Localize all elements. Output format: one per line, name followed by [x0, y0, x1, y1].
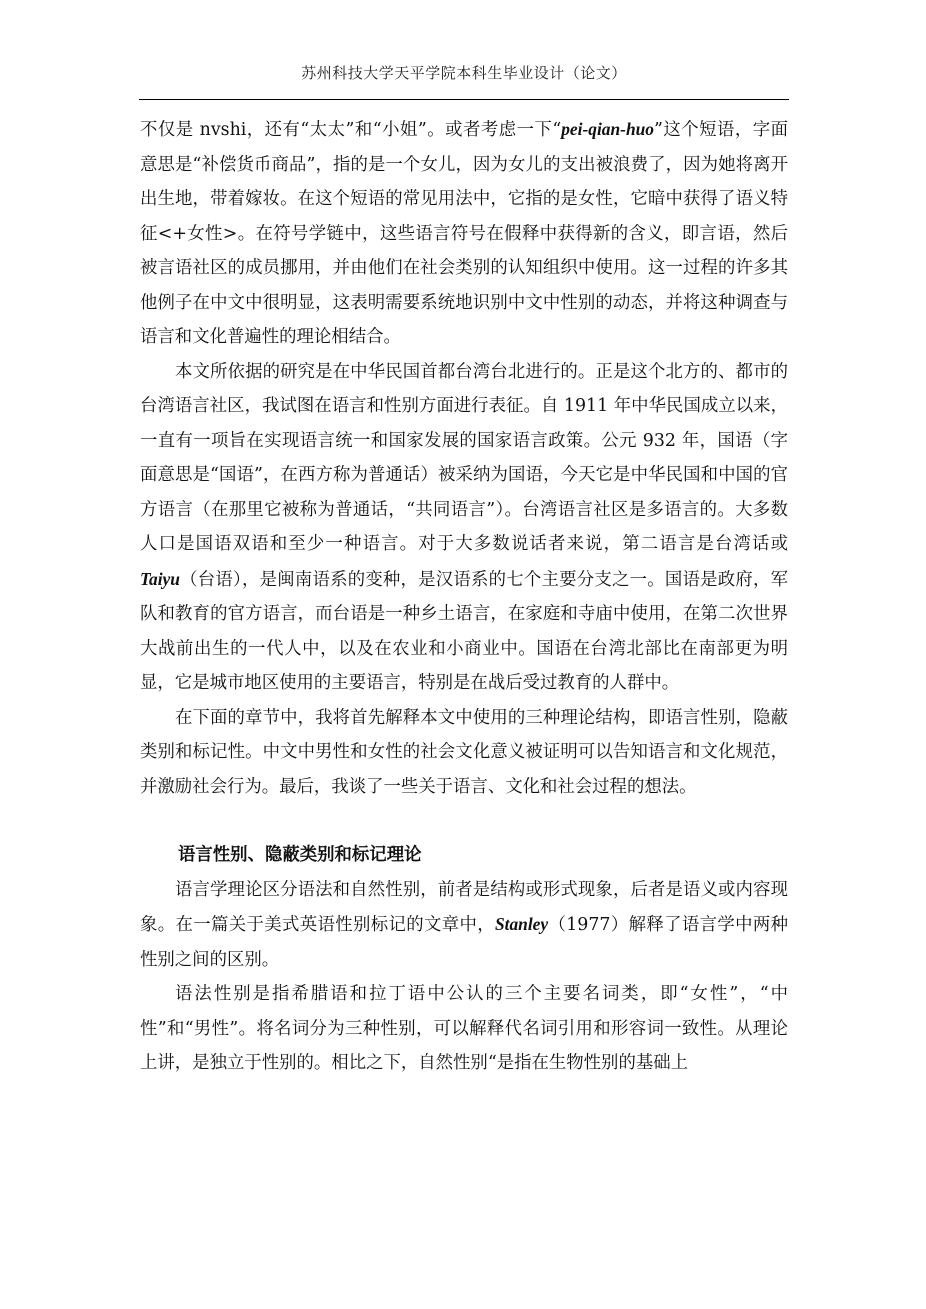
- paragraph-5: 语法性别是指希腊语和拉丁语中公认的三个主要名词类，即“女性”，“中性”和“男性”。将名词分为三种性别，可以解释代名词引用和形容词一致性。从理论上讲，是独立于性别的。相比之下，自然性别“是指在生物性别的基础上: [140, 984, 788, 1073]
- term-pei-qian-huo: pei-qian-huo: [561, 119, 654, 139]
- paragraph-1-text-b: ”这个短语，字面意思是“补偿货币商品”，指的是一个女儿，因为女儿的支出被浪费了，因为她将离开出生地，带着嫁妆。在这个短语的常见用法中，它指的是女性，它暗中获得了语义特征<+女性>。在符号学链中，这些语言符号在假释中获得新的含义，即言语，然后被言语社区的成员挪用，并由他们在社会类别的认知组织中使用。这一过程的许多其他例子在中文中很明显，这表明需要系统地识别中文中性别的动态，并将这种调查与语言和文化普遍性的理论相结合。: [140, 120, 788, 347]
- paragraph-4-text-a: 语言学理论区分语法和自然性别，前者是结构或形式现象，后者是语义或内容现象。在一篇关于美式英语性别标记的文章中，: [140, 879, 788, 935]
- paragraph-2-text-a: 本文所依据的研究是在中华民国首都台湾台北进行的。正是这个北方的、都市的台湾语言社区，我试图在语言和性别方面进行表征。自 1911 年中华民国成立以来，一直有一项旨在实现语言统一和国家发展的国家语言政策。公元 932 年，国语（字面意思是“国语”，在西方称为普通话）被采纳为国语，今天它是中华民国和中国的官方语言（在那里它被称为普通话，“共同语言”）。台湾语言社区是多语言的。大多数人口是国语双语和至少一种语言。对于大多数说话者来说，第二语言是台湾话或: [140, 361, 788, 554]
- paragraph-1-text-a: 不仅是 nvshi，还有“太太”和“小姐”。或者考虑一下“: [140, 120, 562, 140]
- term-taiyu: Taiyu: [140, 568, 180, 589]
- document-body: [140, 112, 788, 1081]
- paragraph-2: [140, 355, 788, 701]
- header-rule: [139, 99, 789, 100]
- paragraph-1: [140, 112, 788, 355]
- paragraph-4: [140, 873, 788, 978]
- section-heading: 语言性别、隐蔽类别和标记理论: [178, 845, 422, 865]
- section-gap: [140, 804, 788, 838]
- term-stanley: Stanley: [494, 914, 549, 934]
- paragraph-2-text-b: （台语），是闽南语系的变种，是汉语系的七个主要分支之一。国语是政府，军队和教育的官方语言，而台语是一种乡土语言，在家庭和寺庙中使用，在第二次世界大战前出生的一代人中，以及在农业和小商业中。国语在台湾北部比在南部更为明显，它是城市地区使用的主要语言，特别是在战后受过教育的人群中。: [140, 569, 788, 693]
- paragraph-4-text-b: （1977）解释了语言学中两种性别之间的区别。: [140, 915, 788, 970]
- page-header: 苏州科技大学天平学院本科生毕业设计（论文）: [301, 64, 627, 82]
- paragraph-3: 在下面的章节中，我将首先解释本文中使用的三种理论结构，即语言性别，隐蔽类别和标记性。中文中男性和女性的社会文化意义被证明可以告知语言和文化规范，并激励社会行为。最后，我谈了一些关于语言、文化和社会过程的想法。: [140, 707, 788, 797]
